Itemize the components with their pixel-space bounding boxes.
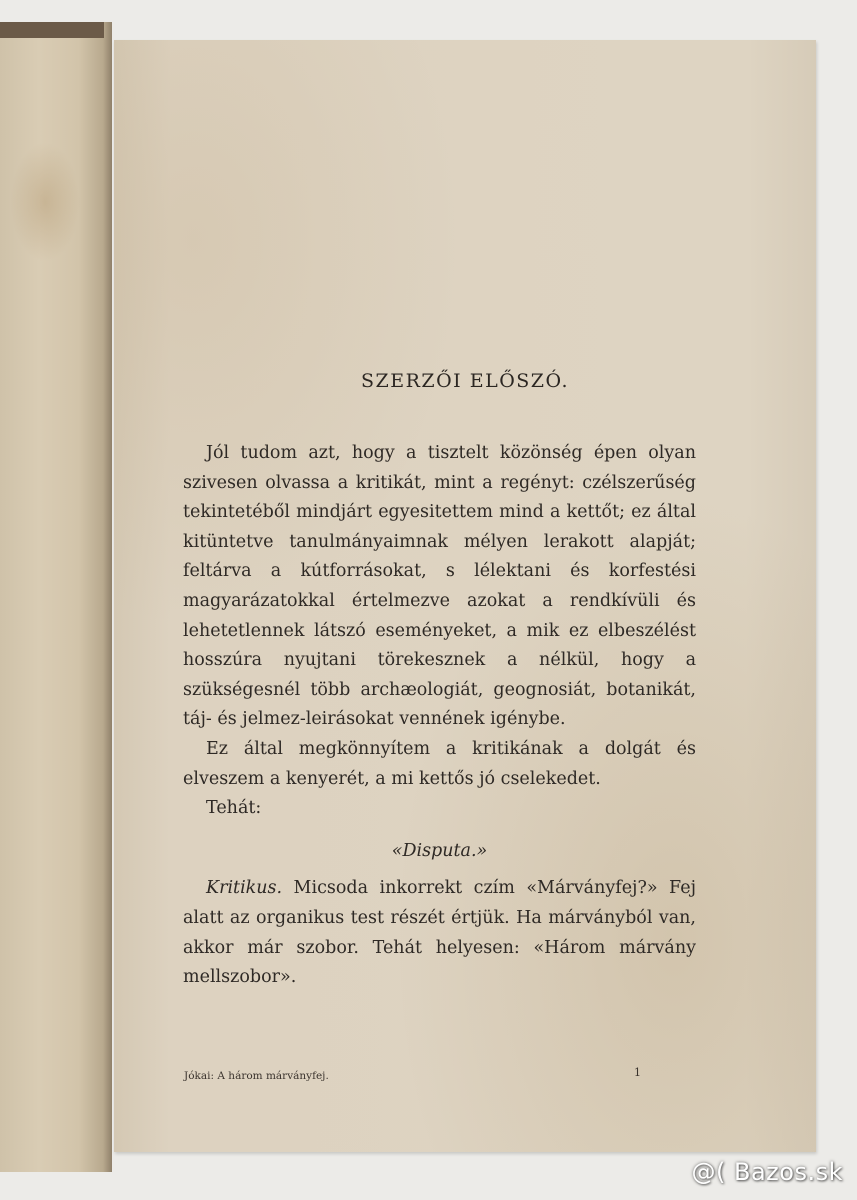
paragraph-1: Jól tudom azt, hogy a tisztelt közönség épen olyan szivesen olvassa a kritikát, mint a regényt: czélszerűség tekintetéből mindjárt egyesitettem mind a kettőt; ez által kitüntetve tanulmányaimnak mélyen lerakott alapját; feltárva a kútforrásokat, s lélektani és korfestési magyarázatokkal értelmezve azokat a rendkívüli és lehetetlennek látszó eseményeket, a mik ez elbeszélést hosszúra nyujtani törekesznek a nélkül, hogy a szükségesnél több archæologiát, geognosiát, botanikát, táj- és jelmez-leirásokat vennének igénybe. <box>183 443 696 730</box>
watermark-logo: @( Bazos.sk <box>691 1158 843 1186</box>
kritikus-label: Kritikus. <box>206 878 283 899</box>
page-number: 1 <box>634 1066 641 1079</box>
book-page <box>114 40 816 1152</box>
book-spine <box>0 22 112 1172</box>
kritikus-text: Micsoda inkorrekt czím «Márványfej?» Fej alatt az organikus test részét értjük. Ha márványból van, akkor már szobor. Tehát helyesen: «Három márvány mellszobor». <box>183 878 696 988</box>
disputa-heading: «Disputa.» <box>391 840 488 861</box>
page-body <box>183 439 696 993</box>
paragraph-2: Ez által megkönnyítem a kritikának a dolgát és elveszem a kenyerét, a mi kettős jó cselekedet. <box>183 738 696 789</box>
page-footer: Jókai: A három márványfej. <box>184 1070 329 1082</box>
paragraph-3: Tehát: <box>206 798 262 819</box>
page-title: SZERZŐI ELŐSZÓ. <box>360 370 569 392</box>
kritikus-paragraph <box>183 874 696 992</box>
